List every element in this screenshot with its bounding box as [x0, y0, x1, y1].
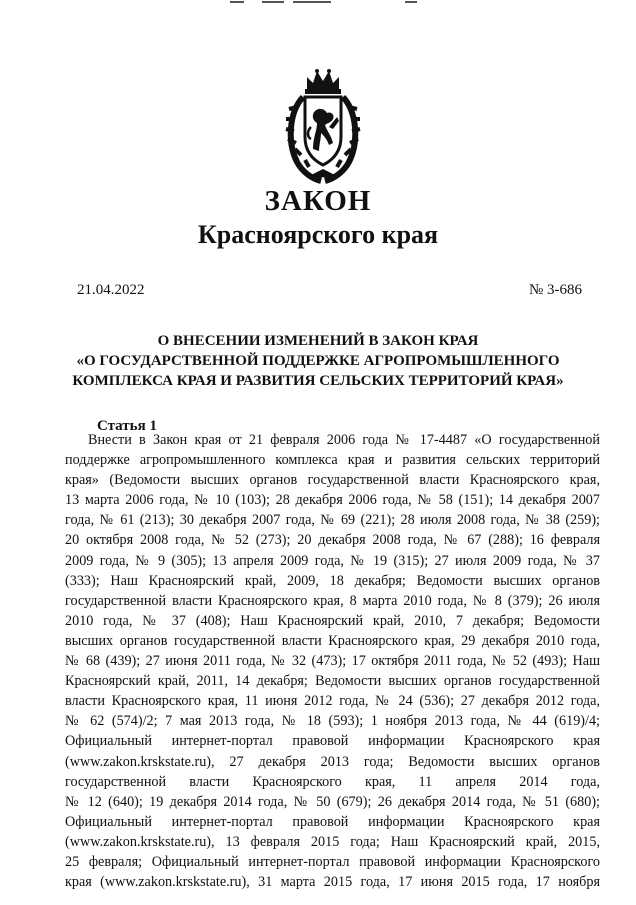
body-line: 13 марта 2006 года, № 10 (103); 28 декабря 2006 года, № 58 (151); 14 декабря 2007	[65, 492, 600, 509]
body-line: государственной власти Красноярского края, 11 апреля 2014 года,	[65, 773, 600, 790]
body-line: власти Красноярского края, 11 июня 2012 года, № 24 (536); 27 декабря 2012 года,	[65, 693, 600, 710]
document-subtitle: Красноярского края	[197, 220, 439, 249]
law-date: 21.04.2022	[77, 282, 145, 298]
body-line: года, № 61 (213); 30 декабря 2007 года, № 69 (221); 28 июля 2008 года, № 38 (259);	[65, 512, 600, 529]
document-title: ЗАКОН	[264, 185, 372, 217]
body-line: Внести в Закон края от 21 февраля 2006 года № 17-4487 «О государственной	[88, 432, 600, 448]
body-line: высших органов государственной власти Красноярского края, 29 декабря 2010 года,	[65, 632, 600, 649]
body-line: 2010 года, № 37 (408); Наш Красноярский край, 2010, 7 декабря; Ведомости	[65, 612, 600, 629]
article-body	[65, 430, 600, 892]
body-line: 20 октября 2008 года, № 52 (273); 20 декабря 2008 года, № 67 (288); 16 февраля	[65, 532, 600, 549]
body-line: 25 февраля; Официальный интернет-портал правовой информации Красноярского	[65, 853, 600, 870]
body-line: Красноярский край, 2011, 14 декабря; Ведомости высших органов государственной	[65, 673, 600, 690]
body-line: № 62 (574)/2; 7 мая 2013 года, № 18 (593); 1 ноября 2013 года, № 44 (619)/4;	[65, 713, 600, 730]
law-heading	[0, 331, 636, 391]
scan-marks	[225, 0, 425, 6]
heading-line: КОМПЛЕКСА КРАЯ И РАЗВИТИЯ СЕЛЬСКИХ ТЕРРИТОРИЙ КРАЯ»	[72, 373, 564, 389]
heading-line: «О ГОСУДАРСТВЕННОЙ ПОДДЕРЖКЕ АГРОПРОМЫШЛЕННОГО	[76, 353, 560, 369]
body-line: края (www.zakon.krskstate.ru), 31 марта 2015 года, 17 июня 2015 года, 17 ноября	[65, 874, 600, 891]
coat-of-arms-icon	[283, 67, 363, 187]
body-line: края» (Ведомости высших органов государственной власти Красноярского края,	[65, 472, 600, 489]
heading-line: О ВНЕСЕНИИ ИЗМЕНЕНИЙ В ЗАКОН КРАЯ	[157, 333, 479, 349]
body-line: (333); Наш Красноярский край, 2009, 18 декабря; Ведомости высших органов	[65, 572, 600, 589]
body-line: 2009 года, № 9 (305); 13 апреля 2009 года, № 19 (315); 27 июля 2009 года, № 37	[65, 552, 600, 569]
body-line: Официальный интернет-портал правовой информации Красноярского края	[65, 813, 600, 830]
body-line: государственной власти Красноярского края, 8 марта 2010 года, № 8 (379); 26 июля	[65, 592, 600, 609]
article-title: Статья 1	[97, 418, 157, 434]
body-line: № 68 (439); 27 июня 2011 года, № 32 (473); 17 октября 2011 года, № 52 (493); Наш	[65, 653, 600, 670]
body-line: (www.zakon.krskstate.ru), 13 февраля 2015 года; Наш Красноярский край, 2015,	[65, 833, 600, 850]
body-line: № 12 (640); 19 декабря 2014 года, № 50 (679); 26 декабря 2014 года, № 51 (680);	[65, 793, 600, 810]
law-number: № 3-686	[528, 282, 582, 298]
body-line: Официальный интернет-портал правовой информации Красноярского края	[65, 733, 600, 750]
body-line: (www.zakon.krskstate.ru), 27 декабря 2013 года; Ведомости высших органов	[65, 753, 600, 770]
body-line: поддержке агропромышленного комплекса края и развития сельских территорий	[65, 452, 600, 469]
